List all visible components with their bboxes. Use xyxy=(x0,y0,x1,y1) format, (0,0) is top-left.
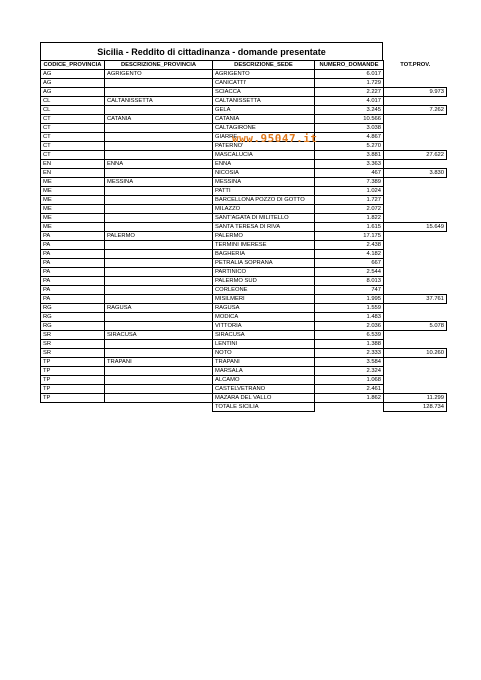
total-label: TOTALE SICILIA xyxy=(213,403,315,412)
cell-tot-prov xyxy=(384,160,447,169)
cell-desc-sede: NOTO xyxy=(213,349,315,358)
cell-tot-prov xyxy=(384,259,447,268)
cell-codice: PA xyxy=(41,277,105,286)
cell-tot-prov: 37.761 xyxy=(384,295,447,304)
cell-codice: TP xyxy=(41,376,105,385)
cell-desc-sede: MESSINA xyxy=(213,178,315,187)
cell-desc-provincia xyxy=(105,385,213,394)
cell-numero-domande: 2.333 xyxy=(315,349,384,358)
cell-tot-prov xyxy=(384,313,447,322)
cell-tot-prov xyxy=(384,250,447,259)
cell-tot-prov xyxy=(384,376,447,385)
cell-desc-provincia: CATANIA xyxy=(105,115,213,124)
cell-desc-provincia: SIRACUSA xyxy=(105,331,213,340)
cell-desc-sede: GELA xyxy=(213,106,315,115)
table-row xyxy=(41,340,447,349)
cell-desc-provincia xyxy=(105,277,213,286)
table-row xyxy=(41,394,447,403)
cell-codice: ME xyxy=(41,187,105,196)
cell-tot-prov: 27.622 xyxy=(384,151,447,160)
cell-tot-prov xyxy=(384,241,447,250)
cell-numero-domande: 2.544 xyxy=(315,268,384,277)
cell-numero-domande: 1.862 xyxy=(315,394,384,403)
cell-numero-domande: 4.867 xyxy=(315,133,384,142)
table-row xyxy=(41,259,447,268)
cell-desc-sede: LENTINI xyxy=(213,340,315,349)
cell-tot-prov: 11.299 xyxy=(384,394,447,403)
cell-desc-sede: SIRACUSA xyxy=(213,331,315,340)
cell-desc-provincia xyxy=(105,106,213,115)
cell-desc-sede: ENNA xyxy=(213,160,315,169)
cell-desc-provincia xyxy=(105,322,213,331)
cell-tot-prov xyxy=(384,196,447,205)
cell-desc-provincia xyxy=(105,133,213,142)
cell-desc-sede: NICOSIA xyxy=(213,169,315,178)
cell-desc-sede: VITTORIA xyxy=(213,322,315,331)
table-row xyxy=(41,322,447,331)
cell-tot-prov xyxy=(384,115,447,124)
cell-tot-prov: 10.260 xyxy=(384,349,447,358)
cell-desc-sede: PETRALIA SOPRANA xyxy=(213,259,315,268)
cell-numero-domande: 1.068 xyxy=(315,376,384,385)
cell-codice: ME xyxy=(41,178,105,187)
cell-desc-sede: BAGHERIA xyxy=(213,250,315,259)
table-row xyxy=(41,151,447,160)
cell-codice: CL xyxy=(41,106,105,115)
col-header-codice: CODICE_PROVINCIA xyxy=(41,61,105,70)
cell-desc-provincia: PALERMO xyxy=(105,232,213,241)
cell-codice: CT xyxy=(41,133,105,142)
cell-tot-prov xyxy=(384,214,447,223)
cell-numero-domande: 1.483 xyxy=(315,313,384,322)
table-row xyxy=(41,106,447,115)
cell-codice: AG xyxy=(41,79,105,88)
cell-codice: EN xyxy=(41,160,105,169)
cell-numero-domande: 1.559 xyxy=(315,304,384,313)
data-table xyxy=(40,60,447,412)
cell-desc-sede: MISILMERI xyxy=(213,295,315,304)
cell-desc-provincia xyxy=(105,79,213,88)
table-row xyxy=(41,277,447,286)
cell-numero-domande: 1.615 xyxy=(315,223,384,232)
cell-desc-provincia: CALTANISSETTA xyxy=(105,97,213,106)
cell-numero-domande: 2.072 xyxy=(315,205,384,214)
total-row xyxy=(41,403,447,412)
cell-numero-domande: 3.584 xyxy=(315,358,384,367)
cell-desc-sede: CANICATTI' xyxy=(213,79,315,88)
cell-codice: CL xyxy=(41,97,105,106)
cell-desc-sede: ALCAMO xyxy=(213,376,315,385)
cell-numero-domande: 1.388 xyxy=(315,340,384,349)
cell-codice: PA xyxy=(41,232,105,241)
cell-tot-prov xyxy=(384,304,447,313)
table-row xyxy=(41,79,447,88)
cell-desc-provincia xyxy=(105,367,213,376)
cell-desc-sede: CORLEONE xyxy=(213,286,315,295)
cell-desc-sede: PALERMO SUD xyxy=(213,277,315,286)
cell-desc-provincia xyxy=(105,205,213,214)
cell-codice: ME xyxy=(41,196,105,205)
cell-codice: PA xyxy=(41,286,105,295)
table-row xyxy=(41,178,447,187)
cell-numero-domande: 3.363 xyxy=(315,160,384,169)
cell-tot-prov: 5.078 xyxy=(384,322,447,331)
cell-desc-sede: TERMINI IMERESE xyxy=(213,241,315,250)
table-row xyxy=(41,232,447,241)
cell-numero-domande: 17.175 xyxy=(315,232,384,241)
cell-numero-domande: 1.995 xyxy=(315,295,384,304)
cell-desc-sede: RAGUSA xyxy=(213,304,315,313)
cell-numero-domande: 10.566 xyxy=(315,115,384,124)
col-header-tot-prov: TOT.PROV. xyxy=(400,62,431,68)
cell-numero-domande: 3.245 xyxy=(315,106,384,115)
cell-desc-sede: CALTANISSETTA xyxy=(213,97,315,106)
sheet-title: Sicilia - Reddito di cittadinanza - domande presentate xyxy=(40,42,383,60)
col-header-numero-domande: NUMERO_DOMANDE xyxy=(315,61,384,70)
total-value: 128.734 xyxy=(384,403,447,412)
cell-numero-domande: 1.727 xyxy=(315,196,384,205)
cell-tot-prov xyxy=(384,187,447,196)
cell-numero-domande: 8.013 xyxy=(315,277,384,286)
table-row xyxy=(41,358,447,367)
cell-tot-prov: 7.262 xyxy=(384,106,447,115)
col-header-desc-sede: DESCRIZIONE_SEDE xyxy=(213,61,315,70)
cell-desc-provincia xyxy=(105,196,213,205)
cell-tot-prov: 3.830 xyxy=(384,169,447,178)
table-row xyxy=(41,349,447,358)
cell-desc-provincia xyxy=(105,223,213,232)
cell-desc-provincia xyxy=(105,88,213,97)
cell-tot-prov xyxy=(384,367,447,376)
table-row xyxy=(41,304,447,313)
cell-codice: CT xyxy=(41,142,105,151)
cell-tot-prov xyxy=(384,286,447,295)
cell-numero-domande: 747 xyxy=(315,286,384,295)
table-row xyxy=(41,223,447,232)
cell-tot-prov xyxy=(384,277,447,286)
table-row xyxy=(41,295,447,304)
table-row xyxy=(41,385,447,394)
cell-tot-prov xyxy=(384,205,447,214)
cell-codice: TP xyxy=(41,385,105,394)
cell-tot-prov xyxy=(384,178,447,187)
cell-numero-domande: 467 xyxy=(315,169,384,178)
cell-desc-sede: CASTELVETRANO xyxy=(213,385,315,394)
spreadsheet xyxy=(40,42,447,412)
cell-numero-domande: 1.024 xyxy=(315,187,384,196)
cell-codice: ME xyxy=(41,205,105,214)
cell-tot-prov xyxy=(384,70,447,79)
cell-desc-provincia xyxy=(105,151,213,160)
cell-desc-provincia xyxy=(105,187,213,196)
cell-desc-provincia xyxy=(105,124,213,133)
cell-codice: ME xyxy=(41,214,105,223)
cell-desc-sede: MODICA xyxy=(213,313,315,322)
cell-desc-sede: PATTI xyxy=(213,187,315,196)
cell-numero-domande: 2.461 xyxy=(315,385,384,394)
cell-desc-sede: PATERNO' xyxy=(213,142,315,151)
cell-desc-provincia xyxy=(105,313,213,322)
table-row xyxy=(41,376,447,385)
cell-desc-sede: SANT'AGATA DI MILITELLO xyxy=(213,214,315,223)
col-header-desc-provincia: DESCRIZIONE_PROVINCIA xyxy=(105,61,213,70)
cell-desc-provincia xyxy=(105,349,213,358)
cell-codice: SR xyxy=(41,349,105,358)
table-row xyxy=(41,241,447,250)
cell-desc-sede: MARSALA xyxy=(213,367,315,376)
cell-numero-domande: 4.182 xyxy=(315,250,384,259)
cell-desc-provincia: TRAPANI xyxy=(105,358,213,367)
cell-desc-sede: BARCELLONA POZZO DI GOTTO xyxy=(213,196,315,205)
cell-tot-prov xyxy=(384,358,447,367)
table-row xyxy=(41,115,447,124)
cell-numero-domande: 2.324 xyxy=(315,367,384,376)
cell-codice: SR xyxy=(41,331,105,340)
cell-tot-prov xyxy=(384,385,447,394)
table-row xyxy=(41,88,447,97)
cell-desc-sede: MAZARA DEL VALLO xyxy=(213,394,315,403)
cell-tot-prov xyxy=(384,232,447,241)
cell-desc-sede: PARTINICO xyxy=(213,268,315,277)
table-row xyxy=(41,331,447,340)
cell-numero-domande: 2.227 xyxy=(315,88,384,97)
cell-tot-prov xyxy=(384,79,447,88)
cell-tot-prov xyxy=(384,142,447,151)
cell-desc-provincia xyxy=(105,340,213,349)
cell-desc-provincia xyxy=(105,250,213,259)
cell-numero-domande: 1.729 xyxy=(315,79,384,88)
cell-desc-sede: MASCALUCIA xyxy=(213,151,315,160)
cell-codice: CT xyxy=(41,124,105,133)
cell-desc-provincia xyxy=(105,268,213,277)
table-row xyxy=(41,187,447,196)
cell-tot-prov: 9.973 xyxy=(384,88,447,97)
cell-codice: PA xyxy=(41,259,105,268)
table-row xyxy=(41,250,447,259)
cell-tot-prov: 15.649 xyxy=(384,223,447,232)
cell-desc-sede: CATANIA xyxy=(213,115,315,124)
cell-numero-domande: 2.438 xyxy=(315,241,384,250)
cell-desc-provincia xyxy=(105,169,213,178)
cell-codice: TP xyxy=(41,358,105,367)
cell-desc-sede: TRAPANI xyxy=(213,358,315,367)
cell-numero-domande: 6.017 xyxy=(315,70,384,79)
cell-desc-provincia xyxy=(105,376,213,385)
cell-tot-prov xyxy=(384,331,447,340)
cell-codice: CT xyxy=(41,151,105,160)
cell-desc-provincia xyxy=(105,214,213,223)
cell-codice: ME xyxy=(41,223,105,232)
cell-desc-provincia xyxy=(105,142,213,151)
table-row xyxy=(41,214,447,223)
cell-numero-domande: 2.036 xyxy=(315,322,384,331)
table-row xyxy=(41,70,447,79)
cell-desc-provincia xyxy=(105,286,213,295)
cell-desc-sede: CALTAGIRONE xyxy=(213,124,315,133)
table-row xyxy=(41,367,447,376)
cell-tot-prov xyxy=(384,133,447,142)
cell-numero-domande: 6.539 xyxy=(315,331,384,340)
cell-numero-domande: 5.270 xyxy=(315,142,384,151)
cell-desc-provincia xyxy=(105,259,213,268)
cell-tot-prov xyxy=(384,124,447,133)
table-row xyxy=(41,286,447,295)
cell-desc-sede: MILAZZO xyxy=(213,205,315,214)
cell-codice: PA xyxy=(41,241,105,250)
cell-desc-sede: SCIACCA xyxy=(213,88,315,97)
cell-tot-prov xyxy=(384,340,447,349)
cell-numero-domande: 7.389 xyxy=(315,178,384,187)
cell-tot-prov xyxy=(384,268,447,277)
table-row xyxy=(41,205,447,214)
cell-codice: TP xyxy=(41,394,105,403)
cell-codice: CT xyxy=(41,115,105,124)
cell-desc-provincia: ENNA xyxy=(105,160,213,169)
table-row xyxy=(41,313,447,322)
cell-numero-domande: 667 xyxy=(315,259,384,268)
cell-desc-provincia: MESSINA xyxy=(105,178,213,187)
cell-codice: RG xyxy=(41,304,105,313)
cell-desc-sede: SANTA TERESA DI RIVA xyxy=(213,223,315,232)
cell-codice: PA xyxy=(41,295,105,304)
cell-codice: EN xyxy=(41,169,105,178)
cell-codice: TP xyxy=(41,367,105,376)
table-row xyxy=(41,169,447,178)
cell-desc-provincia: RAGUSA xyxy=(105,304,213,313)
cell-desc-sede: AGRIGENTO xyxy=(213,70,315,79)
watermark: www.95047.it xyxy=(232,132,318,145)
cell-numero-domande: 1.822 xyxy=(315,214,384,223)
cell-codice: PA xyxy=(41,268,105,277)
table-row xyxy=(41,196,447,205)
cell-tot-prov xyxy=(384,97,447,106)
cell-numero-domande: 3.881 xyxy=(315,151,384,160)
cell-desc-provincia xyxy=(105,394,213,403)
cell-codice: PA xyxy=(41,250,105,259)
cell-codice: RG xyxy=(41,322,105,331)
cell-codice: AG xyxy=(41,70,105,79)
cell-codice: AG xyxy=(41,88,105,97)
cell-desc-provincia xyxy=(105,241,213,250)
header-row xyxy=(41,61,447,70)
cell-numero-domande: 4.017 xyxy=(315,97,384,106)
table-row xyxy=(41,268,447,277)
cell-desc-provincia xyxy=(105,295,213,304)
cell-desc-provincia: AGRIGENTO xyxy=(105,70,213,79)
table-row xyxy=(41,97,447,106)
cell-codice: SR xyxy=(41,340,105,349)
table-row xyxy=(41,160,447,169)
cell-desc-sede: GIARRE xyxy=(213,133,315,142)
cell-numero-domande: 3.038 xyxy=(315,124,384,133)
cell-desc-sede: PALERMO xyxy=(213,232,315,241)
cell-codice: RG xyxy=(41,313,105,322)
